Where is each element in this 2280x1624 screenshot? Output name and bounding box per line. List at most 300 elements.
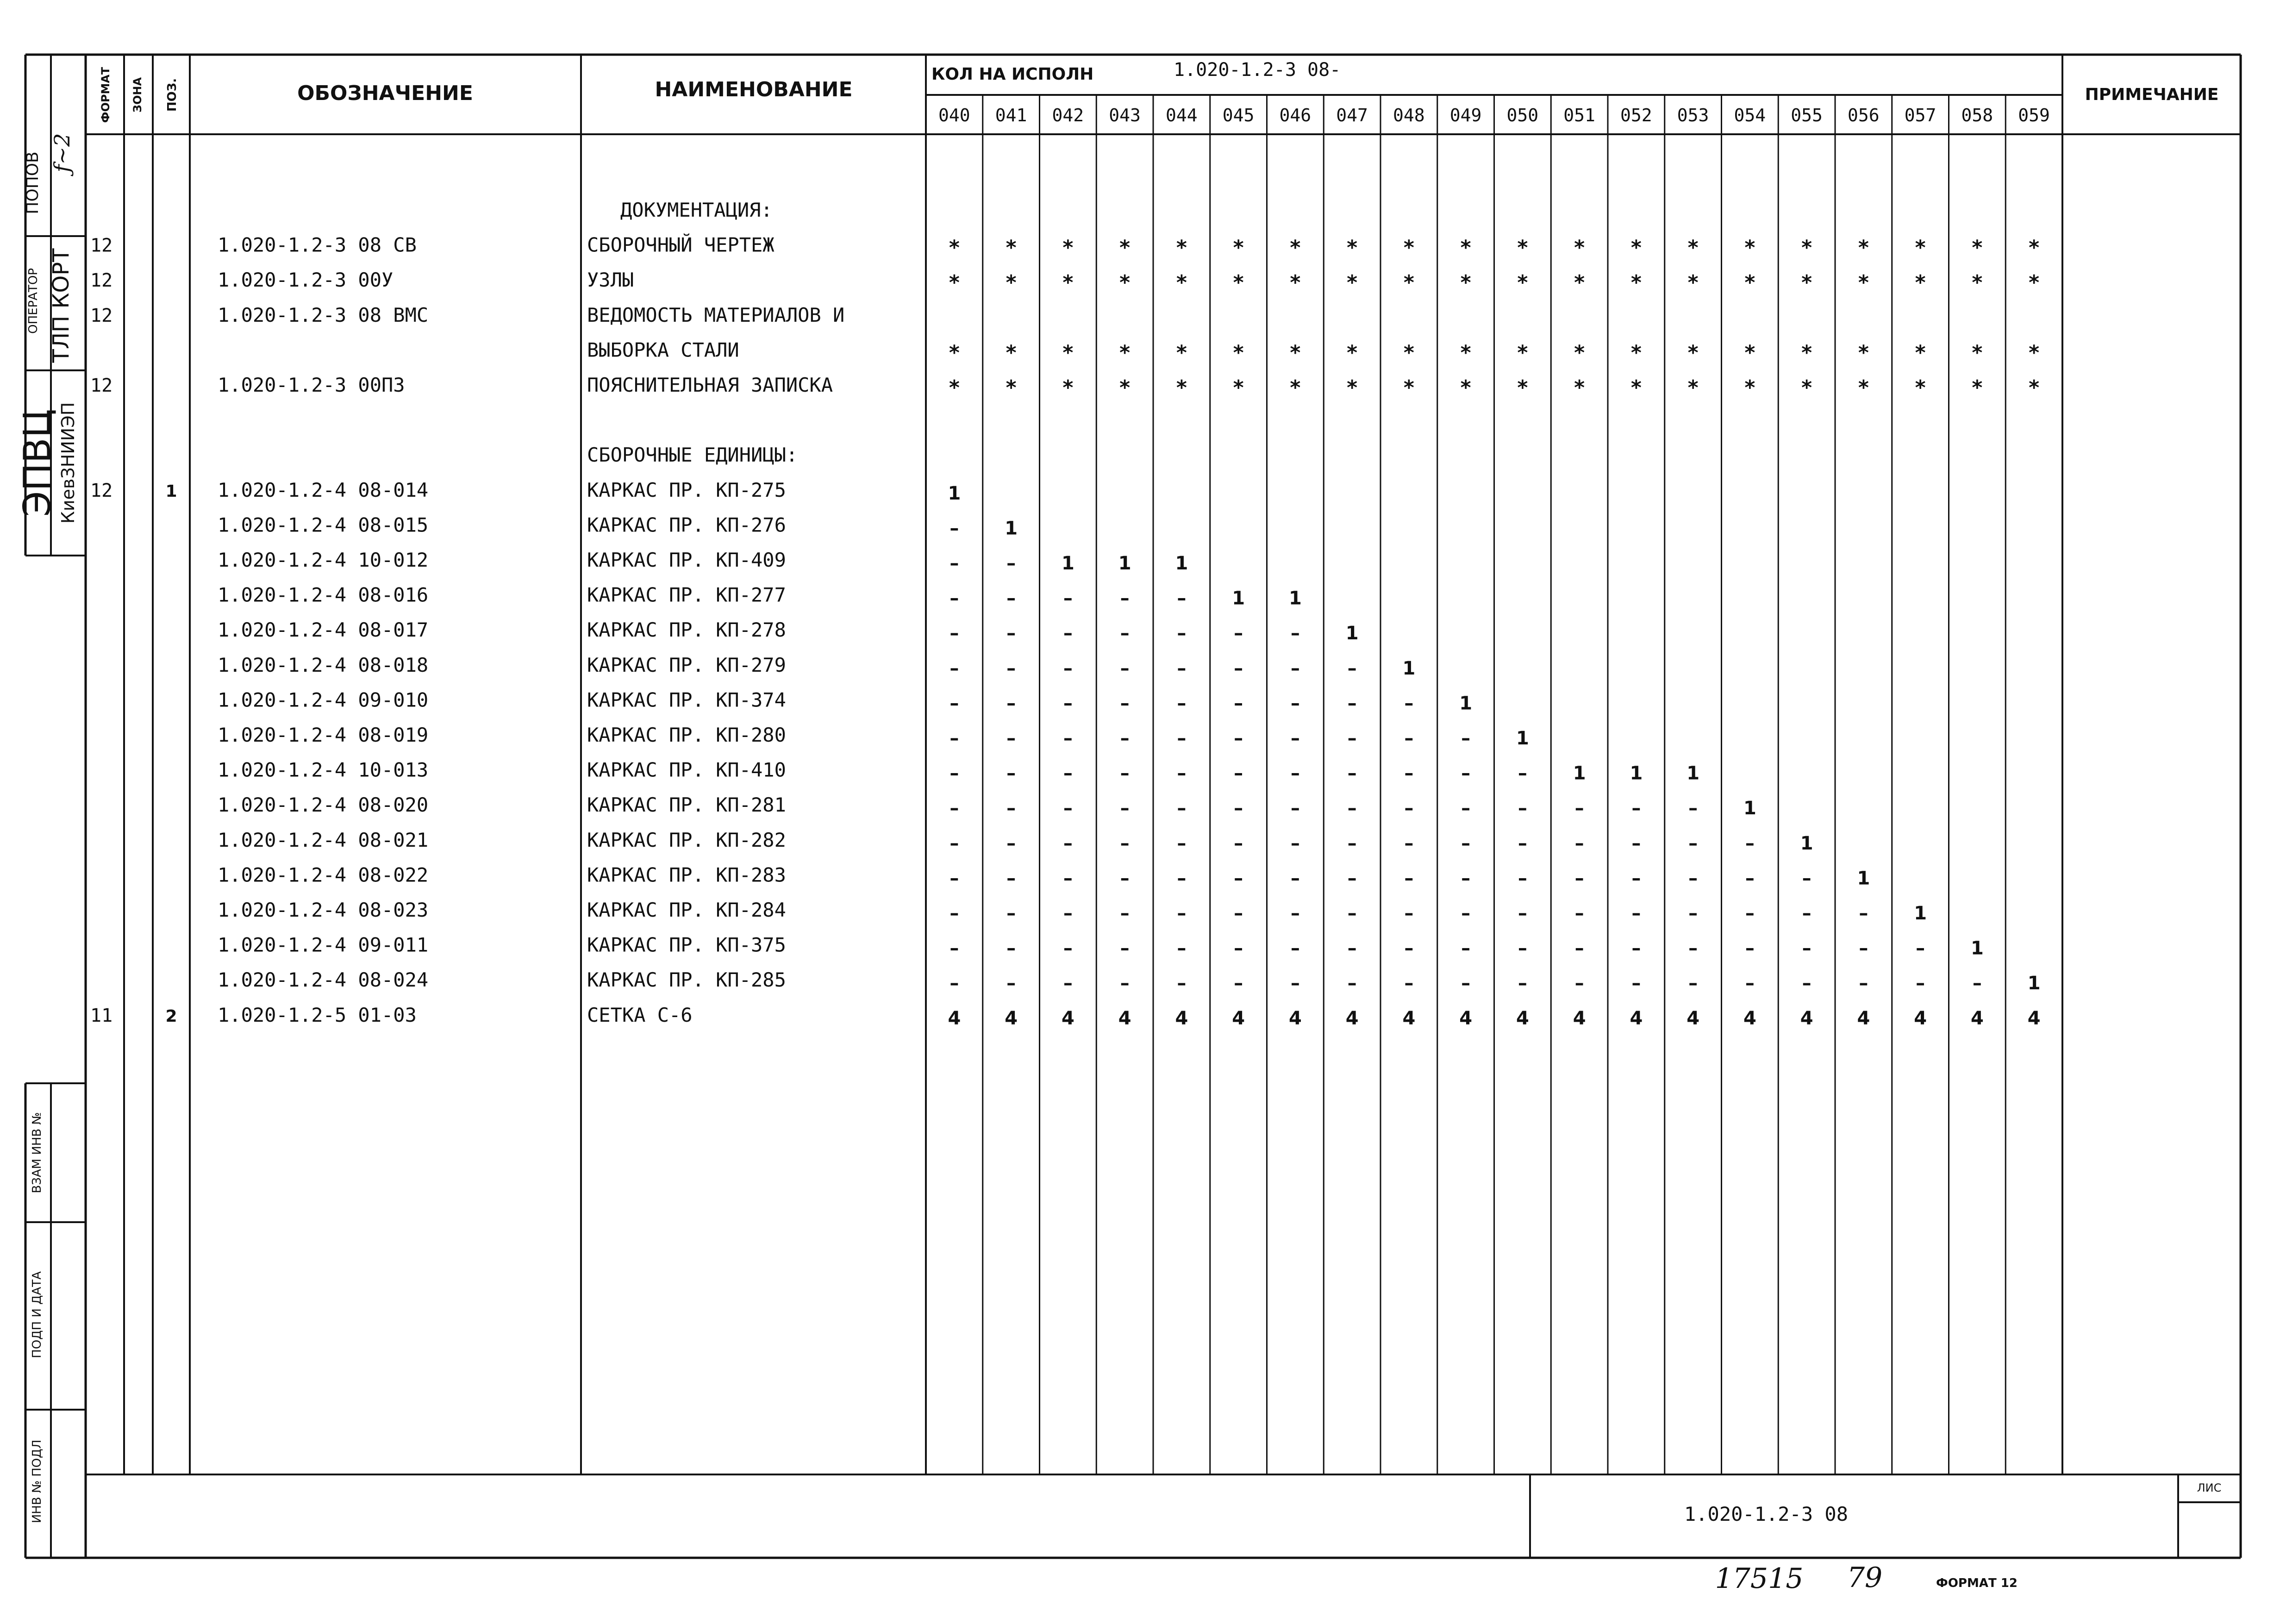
variant-header: 054 [1734,105,1766,125]
cell-quantity: – [1859,937,1868,959]
cell-quantity: – [1290,868,1300,889]
cell-quantity: – [1631,868,1641,889]
cell-quantity: 4 [1288,1007,1302,1029]
cell-name: КАРКАС ПР. КП-283 [587,863,786,887]
cell-quantity: 1 [1005,518,1018,539]
cell-quantity: – [1461,937,1471,959]
cell-designation: 1.020-1.2-4 08-016 [218,583,429,606]
cell-quantity: 1 [2027,973,2041,994]
cell-quantity: * [1630,236,1642,260]
cell-quantity: – [1688,868,1698,889]
cell-quantity: * [1744,341,1755,365]
cell-quantity: * [1630,376,1642,400]
cell-quantity: * [1347,376,1358,400]
cell-name: КАРКАС ПР. КП-409 [587,549,786,571]
table-row [587,338,2039,364]
cell-quantity: – [1574,868,1584,889]
cell-designation: 1.020-1.2-4 08-017 [218,618,429,642]
header-variant-base: 1.020-1.2-3 08- [1174,59,1341,81]
cell-quantity: – [1177,937,1187,959]
cell-quantity: * [1574,376,1585,400]
cell-quantity: * [1630,271,1642,295]
cell-quantity: – [1234,693,1243,714]
cell-quantity: 1 [1061,553,1074,574]
cell-quantity: – [1461,973,1471,994]
cell-quantity: – [1006,657,1016,679]
header-pos: ПОЗ. [165,78,179,112]
cell-quantity: – [949,693,959,714]
cell-quantity: – [1290,657,1300,679]
cell-designation: 1.020-1.2-4 10-013 [218,758,429,781]
cell-quantity: – [1574,903,1584,924]
cell-quantity: – [1006,587,1016,609]
cell-quantity: – [1063,623,1073,644]
cell-quantity: * [1915,271,1926,295]
header-designation: ОБОЗНАЧЕНИЕ [297,81,473,105]
cell-quantity: * [1403,341,1414,365]
variant-header: 045 [1222,105,1255,125]
cell-quantity: – [1063,798,1073,819]
cell-quantity: * [1062,376,1074,400]
cell-quantity: * [1233,271,1244,295]
footer-sheet: 79 [1847,1562,1883,1594]
cell-quantity: * [1517,271,1528,295]
cell-quantity: 4 [1005,1007,1018,1029]
cell-quantity: – [1063,868,1073,889]
cell-quantity: * [1290,376,1301,400]
cell-quantity: – [1006,798,1016,819]
cell-pos: 1 [165,481,177,501]
cell-name: КАРКАС ПР. КП-374 [587,688,786,712]
cell-quantity: – [1688,903,1698,924]
cell-quantity: – [1518,832,1527,854]
cell-quantity: * [1403,376,1414,400]
table-row [90,1004,2041,1029]
cell-quantity: – [1120,798,1130,819]
cell-quantity: – [1120,623,1130,644]
cell-quantity: – [1120,693,1130,714]
cell-quantity: * [1744,236,1755,260]
cell-quantity: – [1290,937,1300,959]
variant-header: 048 [1393,105,1425,125]
cell-quantity: * [1915,376,1926,400]
table-row [218,688,1472,714]
cell-name: УЗЛЫ [587,269,634,292]
cell-quantity: – [1177,762,1187,784]
cell-quantity: – [1120,868,1130,889]
cell-quantity: – [1404,868,1414,889]
cell-quantity: – [1290,903,1300,924]
cell-quantity: 1 [1970,937,1984,959]
cell-quantity: * [1176,271,1187,295]
cell-quantity: – [949,973,959,994]
cell-quantity: 1 [1573,762,1586,784]
variant-header: 059 [2018,105,2050,125]
cell-quantity: – [1631,937,1641,959]
variant-header: 040 [938,105,970,125]
cell-quantity: * [1062,271,1074,295]
cell-quantity: – [1859,973,1868,994]
table-row [218,618,1359,644]
table-row [218,829,1813,854]
cell-quantity: – [1518,798,1527,819]
cell-quantity: * [1006,341,1017,365]
cell-designation: 1.020-1.2-4 08-015 [218,513,429,537]
table-row [218,934,1984,959]
stamp-podp-data: ПОДП И ДАТА [30,1271,44,1358]
cell-quantity: 1 [1630,762,1643,784]
cell-name: КАРКАС ПР. КП-285 [587,968,786,992]
variant-header: 058 [1961,105,1993,125]
table-body [90,199,2041,1029]
stamp-operator: ОПЕРАТОР [26,268,40,334]
cell-quantity: 4 [1175,1007,1188,1029]
cell-designation: 1.020-1.2-4 08-019 [218,724,429,746]
cell-designation: 1.020-1.2-4 10-012 [218,549,429,571]
cell-quantity: * [1801,376,1812,400]
cell-quantity: – [1745,903,1755,924]
cell-quantity: – [1290,973,1300,994]
cell-quantity: – [1063,762,1073,784]
cell-quantity: – [1063,587,1073,609]
cell-quantity: * [1858,376,1869,400]
cell-quantity: * [1403,271,1414,295]
cell-quantity: * [1176,236,1187,260]
cell-quantity: – [1347,762,1357,784]
cell-name: КАРКАС ПР. КП-277 [587,583,786,606]
header-name: НАИМЕНОВАНИЕ [655,78,853,101]
cell-quantity: – [949,868,959,889]
cell-quantity: – [1177,587,1187,609]
cell-quantity: 1 [1687,762,1700,784]
cell-quantity: 4 [1857,1007,1870,1029]
cell-pos: 2 [165,1006,177,1026]
cell-quantity: – [1006,832,1016,854]
cell-quantity: * [1972,271,1983,295]
cell-quantity: 1 [1857,868,1870,889]
cell-quantity: 1 [948,482,961,504]
cell-quantity: – [1290,762,1300,784]
variant-header: 056 [1848,105,1880,125]
cell-format: 11 [90,1005,113,1026]
cell-name: КАРКАС ПР. КП-275 [587,478,786,501]
cell-quantity: – [1574,832,1584,854]
cell-quantity: 4 [1459,1007,1473,1029]
cell-quantity: 4 [1516,1007,1529,1029]
cell-quantity: – [1404,798,1414,819]
cell-designation: 1.020-1.2-4 08-022 [218,863,429,887]
cell-quantity: – [1120,728,1130,749]
cell-quantity: – [1006,762,1016,784]
cell-quantity: – [1347,832,1357,854]
cell-quantity: * [1347,341,1358,365]
table-row [620,199,773,221]
cell-quantity: – [1120,657,1130,679]
cell-quantity: * [1630,341,1642,365]
cell-quantity: * [1574,341,1585,365]
cell-name: КАРКАС ПР. КП-281 [587,793,786,817]
variant-header: 043 [1109,105,1141,125]
cell-name: СЕТКА С-6 [587,1003,693,1026]
cell-quantity: – [1688,937,1698,959]
cell-quantity: – [949,762,959,784]
cell-quantity: 1 [1288,587,1302,609]
cell-quantity: – [1916,937,1925,959]
cell-quantity: * [1687,341,1699,365]
cell-quantity: – [1234,973,1243,994]
title-doc-code: 1.020-1.2-3 08 [1684,1503,1849,1525]
variant-header: 046 [1279,105,1312,125]
cell-quantity: * [1347,236,1358,260]
cell-designation: 1.020-1.2-3 08 ВМС [218,303,429,326]
cell-format: 12 [90,480,113,501]
cell-quantity: * [2029,271,2040,295]
table-row [218,549,1188,574]
table-row [218,724,1529,749]
cell-quantity: * [1972,341,1983,365]
cell-quantity: * [1233,341,1244,365]
cell-quantity: – [1234,798,1243,819]
footer-format-label: ФОРМАТ 12 [1936,1576,2018,1590]
cell-quantity: – [1518,868,1527,889]
cell-quantity: 4 [1061,1007,1074,1029]
table-row [218,899,1927,924]
cell-quantity: – [1347,728,1357,749]
cell-quantity: – [1631,832,1641,854]
cell-quantity: 4 [1687,1007,1700,1029]
cell-quantity: * [949,271,960,295]
cell-quantity: – [1063,728,1073,749]
cell-quantity: * [1460,271,1471,295]
cell-quantity: * [1517,236,1528,260]
cell-quantity: – [1120,903,1130,924]
cell-quantity: – [1234,937,1243,959]
variant-header: 057 [1904,105,1936,125]
cell-quantity: – [1518,973,1527,994]
table-row [218,863,1870,889]
cell-quantity: * [1460,376,1471,400]
cell-quantity: – [949,623,959,644]
cell-quantity: * [1347,271,1358,295]
cell-quantity: 4 [948,1007,961,1029]
cell-quantity: – [1347,937,1357,959]
cell-quantity: * [1460,236,1471,260]
cell-quantity: – [1006,937,1016,959]
cell-name: КАРКАС ПР. КП-280 [587,724,786,746]
cell-quantity: – [1063,973,1073,994]
cell-name: ВЕДОМОСТЬ МАТЕРИАЛОВ И [587,303,845,326]
cell-quantity: – [1802,937,1812,959]
cell-quantity: * [1119,341,1131,365]
cell-quantity: – [1120,762,1130,784]
cell-quantity: – [1234,728,1243,749]
cell-quantity: * [1062,341,1074,365]
cell-quantity: * [1801,341,1812,365]
cell-quantity: * [1858,236,1869,260]
cell-quantity: – [1063,832,1073,854]
cell-quantity: – [1177,623,1187,644]
cell-quantity: 4 [1630,1007,1643,1029]
table-row [218,513,1018,539]
cell-name: ВЫБОРКА СТАЛИ [587,338,739,362]
cell-quantity: – [949,587,959,609]
cell-quantity: – [1177,693,1187,714]
title-sheet-label: ЛИС [2197,1481,2222,1494]
cell-designation: 1.020-1.2-4 08-023 [218,899,429,921]
cell-quantity: 4 [1232,1007,1245,1029]
cell-quantity: – [1006,693,1016,714]
cell-quantity: – [1859,903,1868,924]
stamp-tlp-kort: ТЛП КОРТ [48,248,74,363]
cell-format: 12 [90,270,113,292]
cell-quantity: – [1120,973,1130,994]
cell-quantity: * [2029,341,2040,365]
cell-quantity: * [1972,376,1983,400]
cell-quantity: – [1461,728,1471,749]
cell-quantity: – [1234,762,1243,784]
cell-quantity: * [1176,376,1187,400]
cell-quantity: – [1518,903,1527,924]
cell-quantity: – [1404,693,1414,714]
cell-quantity: * [1801,271,1812,295]
cell-quantity: – [1404,973,1414,994]
cell-format: 12 [90,375,113,396]
cell-quantity: * [1006,236,1017,260]
cell-quantity: – [949,832,959,854]
table-row [218,584,1302,609]
cell-quantity: – [1177,832,1187,854]
cell-quantity: * [949,341,960,365]
cell-designation: 1.020-1.2-4 08-018 [218,653,429,676]
cell-designation: 1.020-1.2-3 08 СВ [218,233,417,256]
cell-quantity: 1 [1914,903,1927,924]
cell-quantity: – [1688,973,1698,994]
cell-quantity: – [1290,798,1300,819]
cell-quantity: 1 [1516,728,1529,749]
cell-quantity: * [1915,236,1926,260]
cell-quantity: 4 [1800,1007,1813,1029]
cell-quantity: 1 [1800,832,1813,854]
cell-quantity: – [1006,553,1016,574]
cell-quantity: – [1631,973,1641,994]
variant-header: 051 [1563,105,1595,125]
cell-name: КАРКАС ПР. КП-276 [587,513,786,537]
cell-quantity: * [1119,271,1131,295]
cell-quantity: – [1404,762,1414,784]
cell-quantity: * [1290,341,1301,365]
cell-quantity: 4 [1970,1007,1984,1029]
cell-quantity: – [1234,832,1243,854]
cell-quantity: * [949,376,960,400]
cell-quantity: * [1687,376,1699,400]
cell-quantity: – [1518,762,1527,784]
stamp-inv-podl: ИНВ № ПОДЛ [30,1439,44,1524]
cell-quantity: – [1063,657,1073,679]
cell-quantity: * [1233,376,1244,400]
cell-quantity: 1 [1743,798,1756,819]
cell-quantity: – [949,553,959,574]
table-row [218,759,1699,784]
cell-quantity: – [1688,832,1698,854]
header-format: ФОРМАТ [99,67,112,123]
cell-quantity: * [1290,271,1301,295]
cell-quantity: – [1404,832,1414,854]
cell-name: КАРКАС ПР. КП-278 [587,618,786,642]
cell-quantity: – [1347,868,1357,889]
cell-quantity: * [1972,236,1983,260]
cell-quantity: 1 [1345,623,1359,644]
cell-designation: 1.020-1.2-3 00ПЗ [218,374,405,396]
cell-quantity: 4 [1118,1007,1131,1029]
cell-designation: 1.020-1.2-4 09-010 [218,688,429,712]
cell-quantity: – [1574,798,1584,819]
cell-quantity: * [1574,271,1585,295]
cell-name: КАРКАС ПР. КП-284 [587,899,786,921]
cell-quantity: – [1006,623,1016,644]
cell-quantity: – [1290,728,1300,749]
cell-quantity: 4 [1573,1007,1586,1029]
variant-header: 052 [1620,105,1652,125]
cell-name: КАРКАС ПР. КП-410 [587,758,786,781]
cell-quantity: – [1461,868,1471,889]
cell-quantity: – [1404,903,1414,924]
cell-designation: 1.020-1.2-4 08-014 [218,478,429,501]
cell-quantity: – [1063,937,1073,959]
table-row [218,968,2041,994]
cell-quantity: – [1177,868,1187,889]
variant-header: 047 [1336,105,1368,125]
cell-quantity: * [2029,236,2040,260]
cell-name: КАРКАС ПР. КП-282 [587,828,786,851]
cell-designation: 1.020-1.2-5 01-03 [218,1003,417,1026]
header-zone: ЗОНА [131,77,144,113]
table-row [90,269,2039,294]
cell-quantity: * [1744,271,1755,295]
cell-quantity: – [1404,728,1414,749]
cell-quantity: 1 [1118,553,1131,574]
variant-header: 055 [1791,105,1823,125]
cell-quantity: – [1347,657,1357,679]
cell-quantity: – [1177,973,1187,994]
cell-quantity: * [949,236,960,260]
cell-quantity: – [949,518,959,539]
cell-quantity: * [1858,271,1869,295]
cell-designation: 1.020-1.2-4 08-021 [218,828,429,851]
cell-quantity: * [1687,236,1699,260]
cell-quantity: – [1290,693,1300,714]
stamp-kievzniiep: КиевЗНИИЭП [58,402,78,524]
cell-quantity: 4 [1743,1007,1756,1029]
cell-quantity: – [1461,832,1471,854]
cell-quantity: 1 [1232,587,1245,609]
variant-header: 041 [995,105,1027,125]
footer-number: 17515 [1715,1562,1804,1595]
cell-quantity: – [1234,903,1243,924]
cell-quantity: – [1347,903,1357,924]
cell-quantity: – [1006,973,1016,994]
cell-designation: 1.020-1.2-4 09-011 [218,933,429,956]
cell-quantity: – [1063,903,1073,924]
cell-quantity: – [1177,728,1187,749]
cell-quantity: – [1006,903,1016,924]
cell-quantity: – [1234,623,1243,644]
cell-quantity: – [1631,798,1641,819]
cell-format: 12 [90,305,113,326]
cell-quantity: – [1631,903,1641,924]
cell-quantity: – [949,728,959,749]
cell-quantity: – [1461,798,1471,819]
stamp-epvc: ЭПВЦ [16,409,59,517]
